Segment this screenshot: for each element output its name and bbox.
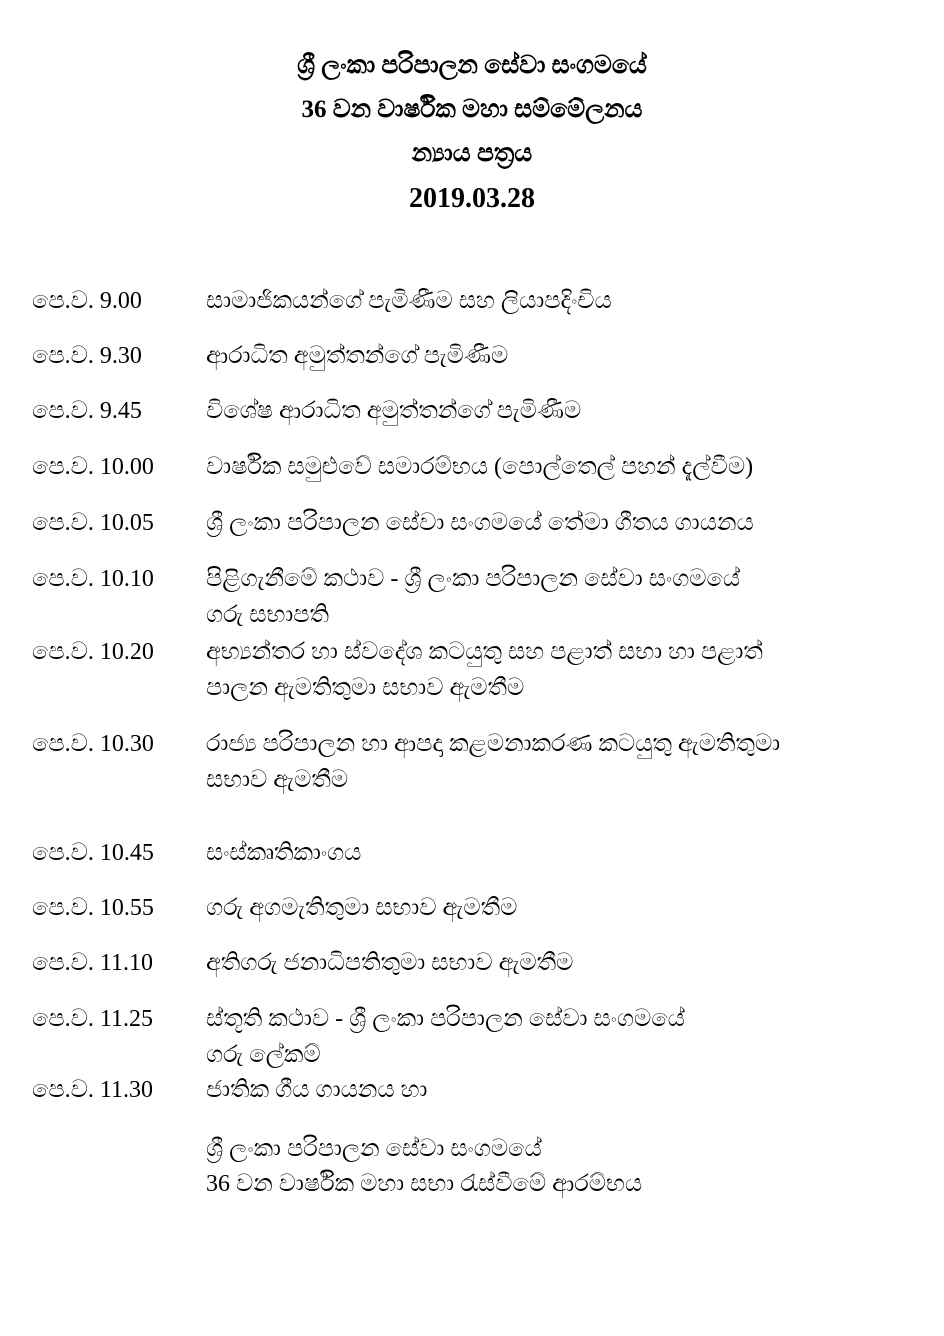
agenda-time: පෙ.ව. 11.10	[32, 950, 153, 976]
agenda-event: අභ්‍යන්තර හා ස්වදේශ කටයුතු සහ පළාත් සභා හා පළාත්	[206, 639, 763, 665]
agenda-time: පෙ.ව. 9.00	[32, 288, 142, 314]
header-event-title: 36 වන වාර්ෂික මහා සම්මේලනය	[301, 96, 643, 123]
agenda-time: පෙ.ව. 9.30	[32, 343, 142, 369]
agenda-event: ජාතික ගීය ගායනය හා	[206, 1077, 428, 1103]
agenda-event: ශ්‍රී ලංකා පරිපාලන සේවා සංගමයේ තේමා ගීතය ගායනය	[206, 510, 754, 536]
agenda-event: සාමාජිකයන්ගේ පැමිණීම සහ ලියාපදිංචිය	[206, 288, 612, 314]
agenda-time: පෙ.ව. 11.30	[32, 1077, 153, 1103]
agenda-event: වාර්ෂික සමුළුවේ සමාරම්භය (පොල්තෙල් පහන් දැල්වීම)	[206, 454, 754, 480]
closing-line: 36 වන වාර්ෂික මහා සභා රැස්වීමේ ආරම්භය	[206, 1171, 643, 1197]
agenda-event: විශේෂ ආරාධිත අමුත්තන්ගේ පැමිණීම	[206, 398, 582, 424]
agenda-event: පිළිගැනීමේ කථාව - ශ්‍රී ලංකා පරිපාලන සේවා සංගමයේ	[206, 566, 741, 592]
agenda-time: පෙ.ව. 10.20	[32, 639, 154, 665]
agenda-event: ආරාධිත අමුත්තන්ගේ පැමිණීම	[206, 343, 509, 369]
agenda-event: ගරු අගමැතිතුමා සභාව ඇමතීම	[206, 895, 518, 921]
header-organization: ශ්‍රී ලංකා පරිපාලන සේවා සංගමයේ	[297, 52, 647, 79]
agenda-event: රාජ්‍ය පරිපාලන හා ආපදා කළමනාකරණ කටයුතු ඇමතිතුමා	[206, 731, 781, 757]
agenda-event-continuation: ගරු ලේකම්	[206, 1042, 321, 1068]
agenda-event: සංස්කෘතිකාංගය	[206, 840, 362, 866]
agenda-event: ස්තූති කථාව - ශ්‍රී ලංකා පරිපාලන සේවා සංගමයේ	[206, 1006, 685, 1032]
agenda-time: පෙ.ව. 10.05	[32, 510, 154, 536]
agenda-time: පෙ.ව. 9.45	[32, 398, 142, 424]
header-agenda-title: න්‍යාය පත්‍රය	[411, 140, 533, 167]
agenda-time: පෙ.ව. 11.25	[32, 1006, 153, 1032]
header-date: 2019.03.28	[409, 183, 535, 214]
agenda-event-continuation: ගරු සභාපති	[206, 602, 329, 628]
closing-line: ශ්‍රී ලංකා පරිපාලන සේවා සංගමයේ	[206, 1136, 542, 1162]
agenda-event-continuation: සභාව ඇමතීම	[206, 767, 349, 793]
agenda-event-continuation: පාලන ඇමතිතුමා සභාව ඇමතීම	[206, 675, 525, 701]
agenda-time: පෙ.ව. 10.00	[32, 454, 154, 480]
closing-note	[206, 1132, 642, 1202]
agenda-time: පෙ.ව. 10.30	[32, 731, 154, 757]
agenda-time: පෙ.ව. 10.10	[32, 566, 154, 592]
agenda-event: අතිගරු ජනාධිපතිතුමා සභාව ඇමතීම	[206, 950, 574, 976]
agenda-time: පෙ.ව. 10.55	[32, 895, 154, 921]
agenda-time: පෙ.ව. 10.45	[32, 840, 154, 866]
